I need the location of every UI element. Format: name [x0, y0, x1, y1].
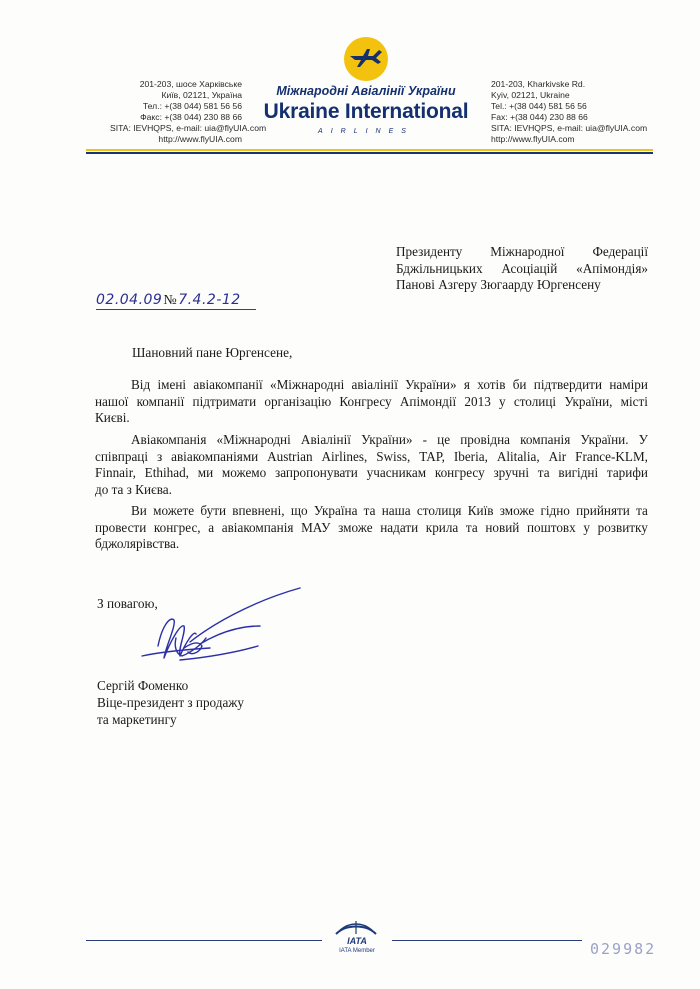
closing: З повагою,: [97, 596, 158, 611]
text-line: [95, 520, 648, 537]
word: Austrian: [267, 448, 313, 464]
word: та: [465, 519, 478, 535]
word: авіакомпанії: [193, 377, 263, 392]
word: учасникам: [366, 465, 427, 481]
word: Від: [131, 377, 151, 392]
address-line: Tel.: +(38 044) 581 56 56: [491, 101, 587, 111]
footer-rule-right: [392, 940, 582, 941]
word: авіакомпаніями: [171, 448, 259, 464]
word: «Міжнародні: [269, 377, 345, 392]
recipient-line-1: [396, 244, 648, 261]
word: У: [638, 432, 648, 447]
word: столиці: [513, 393, 557, 409]
word: МАУ: [301, 519, 331, 535]
word: організацію: [264, 393, 332, 409]
word: авіалінії: [351, 377, 398, 392]
address-line: http://www.flyUIA.com: [158, 134, 242, 144]
word: TAP,: [419, 448, 445, 464]
word: авіакомпанія: [221, 519, 294, 535]
word: Конгресу: [339, 393, 392, 409]
word: Міжнародної: [490, 244, 565, 259]
recipient-line-3: Панові Азгеру Зюгаарду Юргенсену: [396, 277, 601, 292]
text-line: [95, 377, 648, 394]
word: та: [537, 465, 550, 481]
word: України»: [361, 432, 413, 447]
word: Ви: [131, 503, 147, 518]
address-line: Факс: +(38 044) 230 88 66: [140, 112, 242, 122]
word: підтримати: [192, 393, 257, 409]
signer-name: Сергій Фоменко: [97, 678, 189, 693]
serial-number-stamp: 029982: [590, 940, 657, 958]
address-line: 201-203, шосе Харківське: [139, 79, 242, 89]
address-block-english: [491, 79, 661, 145]
word: Ethihad,: [144, 465, 189, 481]
word: компанії: [136, 393, 185, 409]
word: «Апімондія»: [576, 260, 648, 276]
text-line: [95, 394, 648, 411]
word: розвитку: [597, 519, 648, 535]
word: України.: [580, 432, 629, 447]
iata-logo-text: IATA: [347, 936, 367, 946]
word: підтвердити: [533, 377, 603, 392]
word: ми: [197, 465, 214, 481]
header-rule-yellow: [86, 149, 653, 151]
word: наміри: [609, 377, 648, 392]
word: імені: [157, 377, 187, 392]
word: я: [463, 377, 470, 392]
address-line: SITA: IEVHQPS, e-mail: uia@flyUIA.com: [491, 123, 648, 133]
airline-logo-icon: [343, 36, 389, 82]
word: та: [636, 503, 648, 518]
word: Асоціацій: [501, 260, 558, 276]
word: зручні: [493, 465, 530, 481]
word: «Міжнародні: [216, 432, 291, 447]
handwritten-signature: [140, 586, 310, 681]
word: Air: [548, 448, 567, 464]
address-line: Тел.: +(38 044) 581 56 56: [142, 101, 242, 111]
text-line: Києві.: [95, 410, 130, 426]
word: -: [422, 432, 428, 447]
address-line: 201-203, Kharkivske Rd.: [491, 79, 586, 89]
word: можете: [153, 503, 195, 518]
brand-name-ukrainian: Міжнародні Авіалінії України: [276, 84, 456, 98]
word: вигідні: [558, 465, 599, 481]
word: з: [156, 448, 163, 464]
word: провести: [95, 519, 147, 535]
brand-name-english: Ukraine International: [263, 100, 469, 123]
word: 2013: [464, 393, 491, 409]
address-line: Kyiv, 02121, Ukraine: [491, 90, 570, 100]
signer-title-1: Віце-президент з продажу: [97, 695, 245, 710]
word: Київ: [467, 503, 494, 518]
word: у: [499, 393, 506, 409]
word: Президенту: [396, 244, 463, 259]
recipient-block: [396, 244, 648, 294]
word: би: [512, 377, 527, 392]
word: столиця: [416, 503, 462, 518]
word: France-KLM,: [575, 448, 648, 464]
word: Бджільницьких: [396, 260, 483, 276]
reference-code: 7.4.2-12: [178, 292, 241, 308]
word: нашої: [95, 393, 129, 409]
word: України»: [405, 377, 457, 392]
word: зможе: [499, 503, 535, 518]
salutation: Шановний пане Юргенсене,: [132, 345, 293, 360]
reference-date: 02.04.09: [96, 292, 163, 308]
address-line: Fax: +(38 044) 230 88 66: [491, 112, 588, 122]
address-block-ukrainian: [110, 79, 267, 145]
number-sign: №: [163, 293, 178, 308]
text-line: [95, 465, 648, 482]
word: України,: [564, 393, 613, 409]
word: та: [363, 503, 376, 518]
address-line: SITA: IEVHQPS, e-mail: uia@flyUIA.com: [110, 123, 267, 133]
word: надати: [380, 519, 419, 535]
text-line: до та з Києва.: [95, 481, 172, 497]
reference-underline: [96, 309, 256, 310]
word: хотів: [477, 377, 506, 392]
word: Апімондії: [399, 393, 457, 409]
signer-block: [97, 677, 244, 728]
word: що: [290, 503, 308, 518]
word: Finnair,: [95, 465, 136, 481]
word: прийняти: [576, 503, 630, 518]
word: Iberia,: [453, 448, 488, 464]
word: Федерації: [592, 244, 648, 259]
word: крила: [425, 519, 459, 535]
paragraph-2: [95, 432, 648, 498]
word: запропонувати: [275, 465, 358, 481]
word: провідна: [460, 432, 510, 447]
word: новий: [485, 519, 520, 535]
word: гідно: [540, 503, 570, 518]
reference-number: [96, 292, 241, 309]
word: поштовх: [526, 519, 576, 535]
footer-rule-left: [86, 940, 322, 941]
word: Україна: [313, 503, 358, 518]
paragraph-1: [95, 377, 648, 427]
word: співпраці: [95, 448, 149, 464]
word: Alitalia,: [496, 448, 540, 464]
word: тарифи: [606, 465, 648, 481]
word: а: [208, 519, 215, 535]
word: це: [437, 432, 451, 447]
iata-globe-icon: [330, 918, 382, 938]
text-line: [95, 503, 648, 520]
word: впевнені,: [232, 503, 285, 518]
word: конгресу: [434, 465, 485, 481]
paragraph-3: [95, 503, 648, 553]
word: Swiss,: [376, 448, 411, 464]
address-line: http://www.flyUIA.com: [491, 134, 575, 144]
header-rule-blue: [86, 152, 653, 154]
word: місті: [620, 393, 648, 409]
word: бути: [200, 503, 227, 518]
word: конгрес,: [153, 519, 201, 535]
word: наша: [381, 503, 411, 518]
iata-member-text: IATA Member: [339, 948, 375, 954]
word: Авіалінії: [300, 432, 351, 447]
word: можемо: [221, 465, 267, 481]
address-line: Київ, 02121, Україна: [161, 90, 242, 100]
word: у: [583, 519, 590, 535]
text-line: [95, 432, 648, 449]
word: зможе: [338, 519, 373, 535]
text-line: бджолярівства.: [95, 536, 180, 552]
text-line: [95, 449, 648, 466]
signer-title-2: та маркетингу: [97, 712, 177, 727]
word: Авіакомпанія: [131, 432, 207, 447]
word: компанія: [520, 432, 571, 447]
brand-subtitle: AIRLINES: [318, 128, 414, 135]
word: Airlines,: [321, 448, 368, 464]
recipient-line-2: [396, 261, 648, 278]
